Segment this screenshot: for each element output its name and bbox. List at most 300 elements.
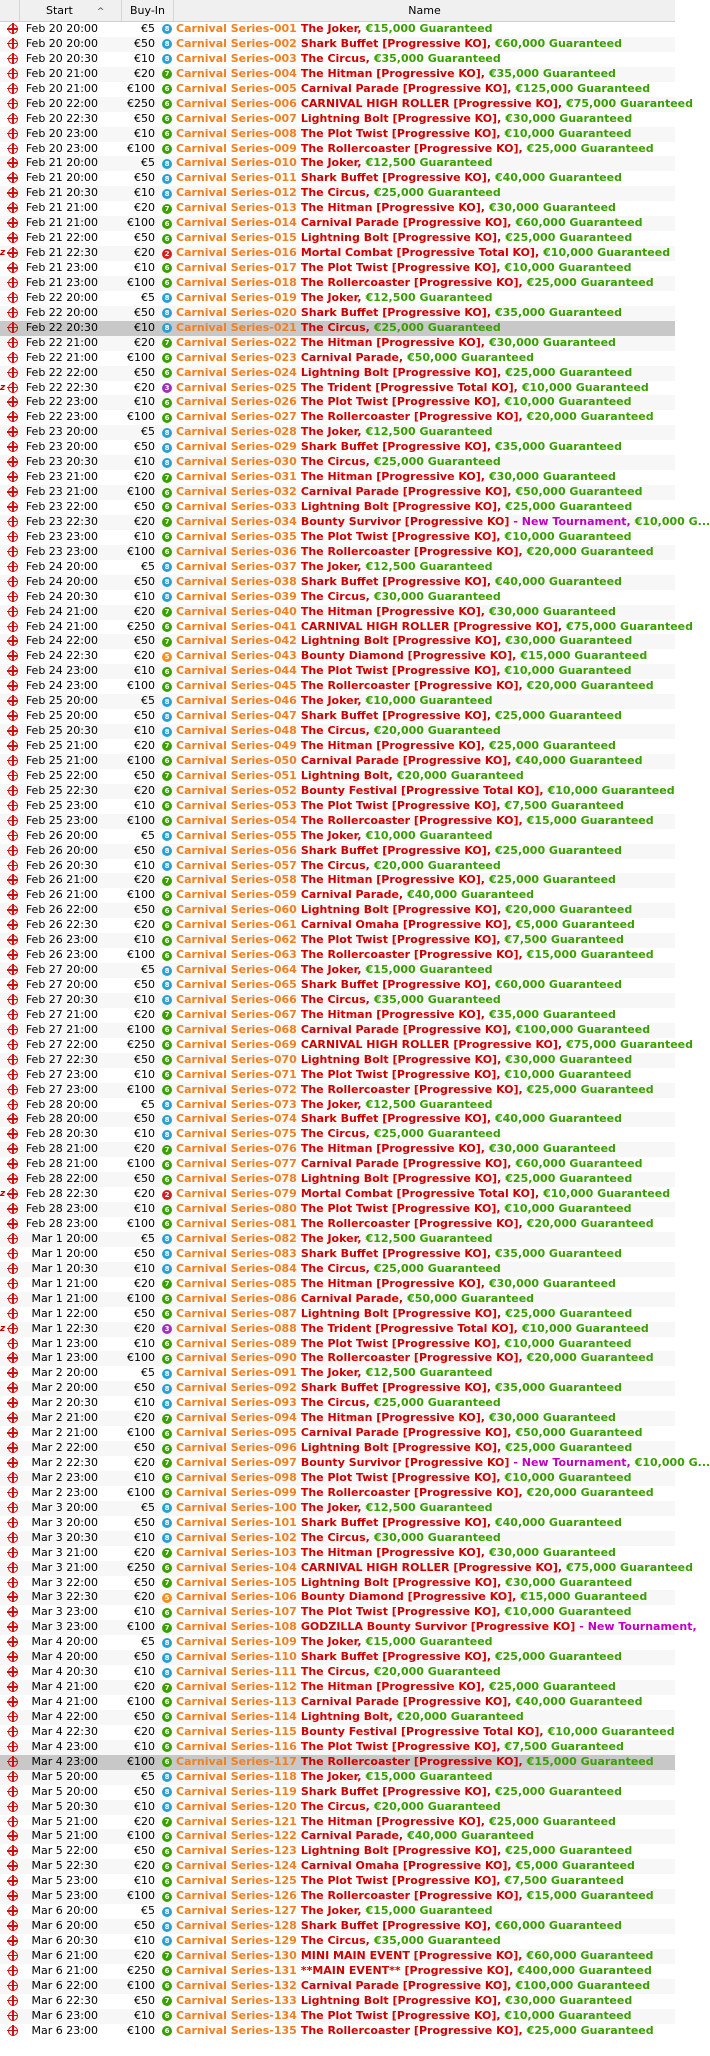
table-row[interactable] xyxy=(0,1680,675,1695)
table-row[interactable] xyxy=(0,694,675,709)
crosshair-icon[interactable] xyxy=(8,1294,18,1304)
table-row[interactable] xyxy=(0,1516,675,1531)
crosshair-icon[interactable] xyxy=(8,293,18,303)
player-count-badge-icon: 6 xyxy=(162,129,172,139)
buyin-column-header[interactable]: Buy-In xyxy=(122,0,174,21)
crosshair-icon[interactable] xyxy=(8,1563,18,1573)
table-row[interactable] xyxy=(0,1665,675,1680)
table-row[interactable] xyxy=(0,1307,675,1322)
crosshair-icon[interactable] xyxy=(8,532,18,542)
table-row[interactable] xyxy=(0,22,675,37)
table-row[interactable] xyxy=(0,1127,675,1142)
crosshair-icon[interactable] xyxy=(8,1951,18,1961)
table-row[interactable] xyxy=(0,1426,675,1441)
crosshair-icon[interactable] xyxy=(8,1772,18,1782)
buyin-cell: €50 xyxy=(134,1441,155,1455)
crosshair-icon[interactable] xyxy=(8,158,18,168)
crosshair-icon[interactable] xyxy=(8,592,18,602)
crosshair-icon[interactable] xyxy=(8,965,18,975)
crosshair-icon[interactable] xyxy=(8,1742,18,1752)
crosshair-icon[interactable] xyxy=(8,1831,18,1841)
crosshair-icon[interactable] xyxy=(8,622,18,632)
crosshair-icon[interactable] xyxy=(8,1219,18,1229)
tournament-title: The Rollercoaster [Progressive KO], xyxy=(300,1485,523,1499)
table-row[interactable] xyxy=(0,246,675,261)
crosshair-icon[interactable] xyxy=(8,1622,18,1632)
crosshair-icon[interactable] xyxy=(8,84,18,94)
crosshair-icon[interactable] xyxy=(8,711,18,721)
crosshair-icon[interactable] xyxy=(8,666,18,676)
table-row[interactable] xyxy=(0,1815,675,1830)
crosshair-icon[interactable] xyxy=(8,338,18,348)
table-row[interactable] xyxy=(0,754,675,769)
player-count-badge-icon: 7 xyxy=(162,204,172,214)
table-row[interactable] xyxy=(0,351,675,366)
crosshair-icon[interactable] xyxy=(8,831,18,841)
table-row[interactable] xyxy=(0,724,675,739)
crosshair-icon[interactable] xyxy=(8,233,18,243)
table-row[interactable] xyxy=(0,1023,675,1038)
table-row[interactable] xyxy=(0,425,675,440)
table-row[interactable] xyxy=(0,1053,675,1068)
crosshair-icon[interactable] xyxy=(8,1413,18,1423)
table-row[interactable] xyxy=(0,590,675,605)
table-row[interactable] xyxy=(0,933,675,948)
table-row[interactable] xyxy=(0,560,675,575)
crosshair-icon[interactable] xyxy=(8,308,18,318)
table-row[interactable] xyxy=(0,1396,675,1411)
crosshair-icon[interactable] xyxy=(8,24,18,34)
crosshair-icon[interactable] xyxy=(8,1488,18,1498)
crosshair-icon[interactable] xyxy=(8,457,18,467)
table-row[interactable] xyxy=(0,1979,675,1994)
crosshair-icon[interactable] xyxy=(8,1817,18,1827)
crosshair-icon[interactable] xyxy=(8,69,18,79)
table-row[interactable] xyxy=(0,993,675,1008)
table-row[interactable] xyxy=(0,1576,675,1591)
crosshair-icon[interactable] xyxy=(8,1727,18,1737)
table-row[interactable] xyxy=(0,171,675,186)
crosshair-icon[interactable] xyxy=(8,114,18,124)
crosshair-icon[interactable] xyxy=(8,846,18,856)
crosshair-icon[interactable] xyxy=(8,1906,18,1916)
crosshair-icon[interactable] xyxy=(8,801,18,811)
crosshair-icon[interactable] xyxy=(8,756,18,766)
crosshair-icon[interactable] xyxy=(8,502,18,512)
crosshair-icon[interactable] xyxy=(8,1533,18,1543)
crosshair-icon[interactable] xyxy=(8,39,18,49)
table-row[interactable] xyxy=(0,829,675,844)
crosshair-icon[interactable] xyxy=(8,1981,18,1991)
crosshair-icon[interactable] xyxy=(8,442,18,452)
guarantee-label: €35,000 Guaranteed xyxy=(495,1381,622,1395)
crosshair-icon[interactable] xyxy=(8,1040,18,1050)
table-row[interactable] xyxy=(0,455,675,470)
crosshair-icon[interactable] xyxy=(8,1697,18,1707)
table-row[interactable] xyxy=(0,619,694,635)
table-row[interactable] xyxy=(0,1456,710,1471)
table-row[interactable] xyxy=(0,1381,675,1396)
table-row[interactable] xyxy=(0,634,675,649)
crosshair-icon[interactable] xyxy=(8,1757,18,1767)
crosshair-icon[interactable] xyxy=(8,920,18,930)
table-row[interactable] xyxy=(0,1157,675,1172)
table-row[interactable] xyxy=(0,1635,675,1650)
crosshair-icon[interactable] xyxy=(8,1174,18,1184)
crosshair-icon[interactable] xyxy=(8,1682,18,1692)
row-flags xyxy=(0,829,24,844)
table-row[interactable] xyxy=(0,1710,675,1725)
table-row[interactable] xyxy=(0,1112,675,1127)
crosshair-icon[interactable] xyxy=(8,607,18,617)
table-row[interactable] xyxy=(0,709,675,724)
crosshair-icon[interactable] xyxy=(8,1100,18,1110)
crosshair-icon[interactable] xyxy=(8,950,18,960)
crosshair-icon[interactable] xyxy=(8,144,18,154)
table-row[interactable] xyxy=(0,1605,675,1620)
crosshair-icon[interactable] xyxy=(8,1921,18,1931)
crosshair-icon[interactable] xyxy=(8,1324,18,1334)
table-row[interactable] xyxy=(0,1919,675,1934)
series-label: Carnival Series-027 xyxy=(176,410,297,424)
crosshair-icon[interactable] xyxy=(8,726,18,736)
row-flags xyxy=(0,410,24,425)
table-row[interactable] xyxy=(0,321,675,336)
crosshair-icon[interactable] xyxy=(8,1264,18,1274)
crosshair-icon[interactable] xyxy=(8,905,18,915)
table-row[interactable] xyxy=(0,799,675,814)
crosshair-icon[interactable] xyxy=(8,547,18,557)
player-count-badge-icon: 7 xyxy=(162,517,172,527)
table-row[interactable] xyxy=(0,395,675,410)
table-row[interactable] xyxy=(0,2009,675,2024)
table-row[interactable] xyxy=(0,739,675,754)
series-label: Carnival Series-104 xyxy=(176,1560,297,1574)
table-row[interactable] xyxy=(0,1650,675,1665)
crosshair-icon[interactable] xyxy=(8,1114,18,1124)
table-row[interactable] xyxy=(0,978,675,993)
crosshair-icon[interactable] xyxy=(8,1592,18,1602)
table-row[interactable] xyxy=(0,844,675,859)
crosshair-icon[interactable] xyxy=(8,1652,18,1662)
crosshair-icon[interactable] xyxy=(8,816,18,826)
crosshair-icon[interactable] xyxy=(8,1996,18,2006)
table-row[interactable] xyxy=(0,366,675,381)
table-row[interactable] xyxy=(0,1098,675,1113)
table-row[interactable] xyxy=(0,903,675,918)
table-row[interactable] xyxy=(0,1874,675,1889)
crosshair-icon[interactable] xyxy=(8,1249,18,1259)
table-row[interactable] xyxy=(0,186,675,201)
crosshair-icon[interactable] xyxy=(8,875,18,885)
crosshair-icon[interactable] xyxy=(8,2011,18,2021)
table-row[interactable] xyxy=(0,1695,675,1710)
table-row[interactable] xyxy=(0,216,675,231)
crosshair-icon[interactable] xyxy=(8,1070,18,1080)
crosshair-icon[interactable] xyxy=(8,1085,18,1095)
table-row[interactable] xyxy=(0,1217,675,1232)
crosshair-icon[interactable] xyxy=(8,1891,18,1901)
table-row[interactable] xyxy=(0,291,675,306)
player-count-badge-icon: 8 xyxy=(162,1668,172,1678)
crosshair-icon[interactable] xyxy=(8,203,18,213)
crosshair-icon[interactable] xyxy=(8,188,18,198)
crosshair-icon[interactable] xyxy=(8,980,18,990)
crosshair-icon[interactable] xyxy=(8,353,18,363)
table-row[interactable] xyxy=(0,1800,675,1815)
crosshair-icon[interactable] xyxy=(8,368,18,378)
table-row[interactable] xyxy=(0,918,675,933)
crosshair-icon[interactable] xyxy=(8,1353,18,1363)
crosshair-icon[interactable] xyxy=(8,1234,18,1244)
crosshair-icon[interactable] xyxy=(8,487,18,497)
crosshair-icon[interactable] xyxy=(8,54,18,64)
crosshair-icon[interactable] xyxy=(8,1578,18,1588)
crosshair-icon[interactable] xyxy=(8,323,18,333)
crosshair-icon[interactable] xyxy=(8,935,18,945)
crosshair-icon[interactable] xyxy=(8,1144,18,1154)
table-row[interactable] xyxy=(0,261,675,276)
crosshair-icon[interactable] xyxy=(8,562,18,572)
crosshair-icon[interactable] xyxy=(8,1518,18,1528)
crosshair-icon[interactable] xyxy=(8,1383,18,1393)
table-row[interactable] xyxy=(0,2024,675,2039)
table-row[interactable] xyxy=(0,1322,675,1337)
crosshair-icon[interactable] xyxy=(8,890,18,900)
table-row[interactable] xyxy=(0,1172,675,1187)
crosshair-icon[interactable] xyxy=(8,1473,18,1483)
table-row[interactable] xyxy=(0,859,675,874)
crosshair-icon[interactable] xyxy=(8,1712,18,1722)
table-row[interactable] xyxy=(0,1785,675,1800)
table-row[interactable] xyxy=(0,1292,675,1307)
table-row[interactable] xyxy=(0,67,675,82)
table-row[interactable] xyxy=(0,1262,675,1277)
table-row[interactable] xyxy=(0,575,675,590)
crosshair-icon[interactable] xyxy=(8,741,18,751)
table-row[interactable] xyxy=(0,1187,675,1202)
row-flags xyxy=(0,1337,24,1352)
table-row[interactable] xyxy=(0,545,675,560)
table-row[interactable] xyxy=(0,1232,675,1247)
crosshair-icon[interactable] xyxy=(8,1189,18,1199)
table-row[interactable] xyxy=(0,1560,694,1576)
name-column-header[interactable]: Name xyxy=(408,4,441,17)
crosshair-icon[interactable] xyxy=(8,427,18,437)
table-row[interactable] xyxy=(0,1904,675,1919)
table-row[interactable] xyxy=(0,679,675,694)
table-row[interactable] xyxy=(0,52,675,67)
name-cell xyxy=(161,395,675,410)
table-row[interactable] xyxy=(0,1994,675,2009)
table-row[interactable] xyxy=(0,1546,675,1561)
table-row[interactable] xyxy=(0,1590,675,1605)
crosshair-icon[interactable] xyxy=(8,1309,18,1319)
start-column-header[interactable] xyxy=(20,0,122,21)
table-row[interactable] xyxy=(0,963,675,978)
table-row[interactable] xyxy=(0,814,675,829)
table-row[interactable] xyxy=(0,1471,675,1486)
crosshair-icon[interactable] xyxy=(8,696,18,706)
crosshair-icon[interactable] xyxy=(8,99,18,109)
crosshair-icon[interactable] xyxy=(8,129,18,139)
crosshair-icon[interactable] xyxy=(8,278,18,288)
table-row[interactable] xyxy=(0,530,675,545)
table-row[interactable] xyxy=(0,1844,675,1859)
crosshair-icon[interactable] xyxy=(8,1279,18,1289)
buyin-cell: €5 xyxy=(141,1500,155,1514)
crosshair-icon[interactable] xyxy=(8,995,18,1005)
table-row[interactable] xyxy=(0,1725,675,1740)
crosshair-icon[interactable] xyxy=(8,1861,18,1871)
crosshair-icon[interactable] xyxy=(8,2026,18,2036)
table-row[interactable] xyxy=(0,1859,675,1874)
crosshair-icon[interactable] xyxy=(8,1667,18,1677)
buyin-cell: €100 xyxy=(127,1022,155,1036)
table-row[interactable] xyxy=(0,410,675,425)
player-count-badge-icon: 6 xyxy=(162,1892,172,1902)
table-row[interactable] xyxy=(0,440,675,455)
table-row[interactable] xyxy=(0,1441,675,1456)
row-flags xyxy=(0,425,24,440)
table-row[interactable] xyxy=(0,485,675,500)
table-row[interactable] xyxy=(0,649,675,664)
crosshair-icon[interactable] xyxy=(8,1010,18,1020)
crosshair-icon[interactable] xyxy=(8,651,18,661)
table-row[interactable] xyxy=(0,1531,675,1546)
crosshair-icon[interactable] xyxy=(8,1159,18,1169)
table-row[interactable] xyxy=(0,948,675,963)
table-row[interactable] xyxy=(0,1620,697,1635)
table-row[interactable] xyxy=(0,769,675,784)
table-row[interactable] xyxy=(0,201,675,216)
crosshair-icon[interactable] xyxy=(8,681,18,691)
crosshair-icon[interactable] xyxy=(8,1204,18,1214)
crosshair-icon[interactable] xyxy=(8,1458,18,1468)
crosshair-icon[interactable] xyxy=(8,1802,18,1812)
crosshair-icon[interactable] xyxy=(8,248,18,258)
crosshair-icon[interactable] xyxy=(8,1846,18,1856)
crosshair-icon[interactable] xyxy=(8,1637,18,1647)
crosshair-icon[interactable] xyxy=(8,263,18,273)
crosshair-icon[interactable] xyxy=(8,1398,18,1408)
table-row[interactable] xyxy=(0,1277,675,1292)
table-row[interactable] xyxy=(0,1008,675,1023)
table-row[interactable] xyxy=(0,276,675,291)
row-flags xyxy=(0,1307,24,1322)
flags-column-header[interactable] xyxy=(0,0,20,21)
table-row[interactable] xyxy=(0,1351,675,1366)
crosshair-icon[interactable] xyxy=(8,1129,18,1139)
crosshair-icon[interactable] xyxy=(8,1339,18,1349)
table-row[interactable] xyxy=(0,888,675,903)
name-cell xyxy=(161,620,693,635)
crosshair-icon[interactable] xyxy=(8,771,18,781)
table-row[interactable] xyxy=(0,1889,675,1904)
table-row[interactable] xyxy=(0,1366,675,1381)
name-cell xyxy=(161,530,675,545)
table-row[interactable] xyxy=(0,1964,675,1979)
table-row[interactable] xyxy=(0,1083,675,1098)
crosshair-icon[interactable] xyxy=(8,218,18,228)
table-row[interactable] xyxy=(0,1501,675,1516)
series-label: Carnival Series-085 xyxy=(176,1276,297,1290)
crosshair-icon[interactable] xyxy=(8,786,18,796)
table-row[interactable] xyxy=(0,873,675,888)
table-row[interactable] xyxy=(0,784,675,799)
table-row[interactable] xyxy=(0,156,675,171)
table-row[interactable] xyxy=(0,1949,675,1964)
start-cell: Feb 27 22:30 xyxy=(25,1052,98,1066)
crosshair-icon[interactable] xyxy=(8,1548,18,1558)
table-row[interactable] xyxy=(0,605,675,620)
crosshair-icon[interactable] xyxy=(8,636,18,646)
table-row[interactable] xyxy=(0,1770,675,1785)
crosshair-icon[interactable] xyxy=(8,577,18,587)
table-row[interactable] xyxy=(0,470,675,485)
crosshair-icon[interactable] xyxy=(8,1876,18,1886)
crosshair-icon[interactable] xyxy=(8,1787,18,1797)
table-row[interactable] xyxy=(0,514,710,530)
table-row[interactable] xyxy=(0,664,675,679)
table-row[interactable] xyxy=(0,37,675,52)
crosshair-icon[interactable] xyxy=(8,1936,18,1946)
crosshair-icon[interactable] xyxy=(8,412,18,422)
crosshair-icon[interactable] xyxy=(8,383,18,393)
table-row[interactable] xyxy=(0,1486,675,1501)
crosshair-icon[interactable] xyxy=(8,1428,18,1438)
table-row[interactable] xyxy=(0,306,675,321)
table-row[interactable] xyxy=(0,1037,694,1053)
table-row[interactable] xyxy=(0,1068,675,1083)
buyin-cell: €50 xyxy=(134,1784,155,1798)
crosshair-icon[interactable] xyxy=(8,1443,18,1453)
table-row[interactable] xyxy=(0,112,675,127)
table-row[interactable] xyxy=(0,1755,675,1770)
table-row[interactable] xyxy=(0,96,694,112)
table-row[interactable] xyxy=(0,231,675,246)
crosshair-icon[interactable] xyxy=(8,1368,18,1378)
table-row[interactable] xyxy=(0,1337,675,1352)
crosshair-icon[interactable] xyxy=(8,1607,18,1617)
crosshair-icon[interactable] xyxy=(8,472,18,482)
table-row[interactable] xyxy=(0,1142,675,1157)
crosshair-icon[interactable] xyxy=(8,517,18,527)
crosshair-icon[interactable] xyxy=(8,397,18,407)
table-row[interactable] xyxy=(0,500,675,515)
table-row[interactable] xyxy=(0,1934,675,1949)
table-row[interactable] xyxy=(0,82,675,97)
table-row[interactable] xyxy=(0,127,675,142)
table-row[interactable] xyxy=(0,1411,675,1426)
table-row[interactable] xyxy=(0,1740,675,1755)
crosshair-icon[interactable] xyxy=(8,1503,18,1513)
tournament-title: Lightning Bolt [Progressive KO], xyxy=(300,1306,502,1320)
table-row[interactable] xyxy=(0,1247,675,1262)
buyin-cell: €50 xyxy=(134,440,155,454)
table-row[interactable] xyxy=(0,1829,675,1844)
crosshair-icon[interactable] xyxy=(8,1055,18,1065)
table-row[interactable] xyxy=(0,142,675,157)
crosshair-icon[interactable] xyxy=(8,861,18,871)
table-row[interactable] xyxy=(0,381,675,396)
crosshair-icon[interactable] xyxy=(8,1966,18,1976)
crosshair-icon[interactable] xyxy=(8,173,18,183)
player-count-badge-icon: 8 xyxy=(162,562,172,572)
table-row[interactable] xyxy=(0,336,675,351)
crosshair-icon[interactable] xyxy=(8,1025,18,1035)
table-row[interactable] xyxy=(0,1202,675,1217)
